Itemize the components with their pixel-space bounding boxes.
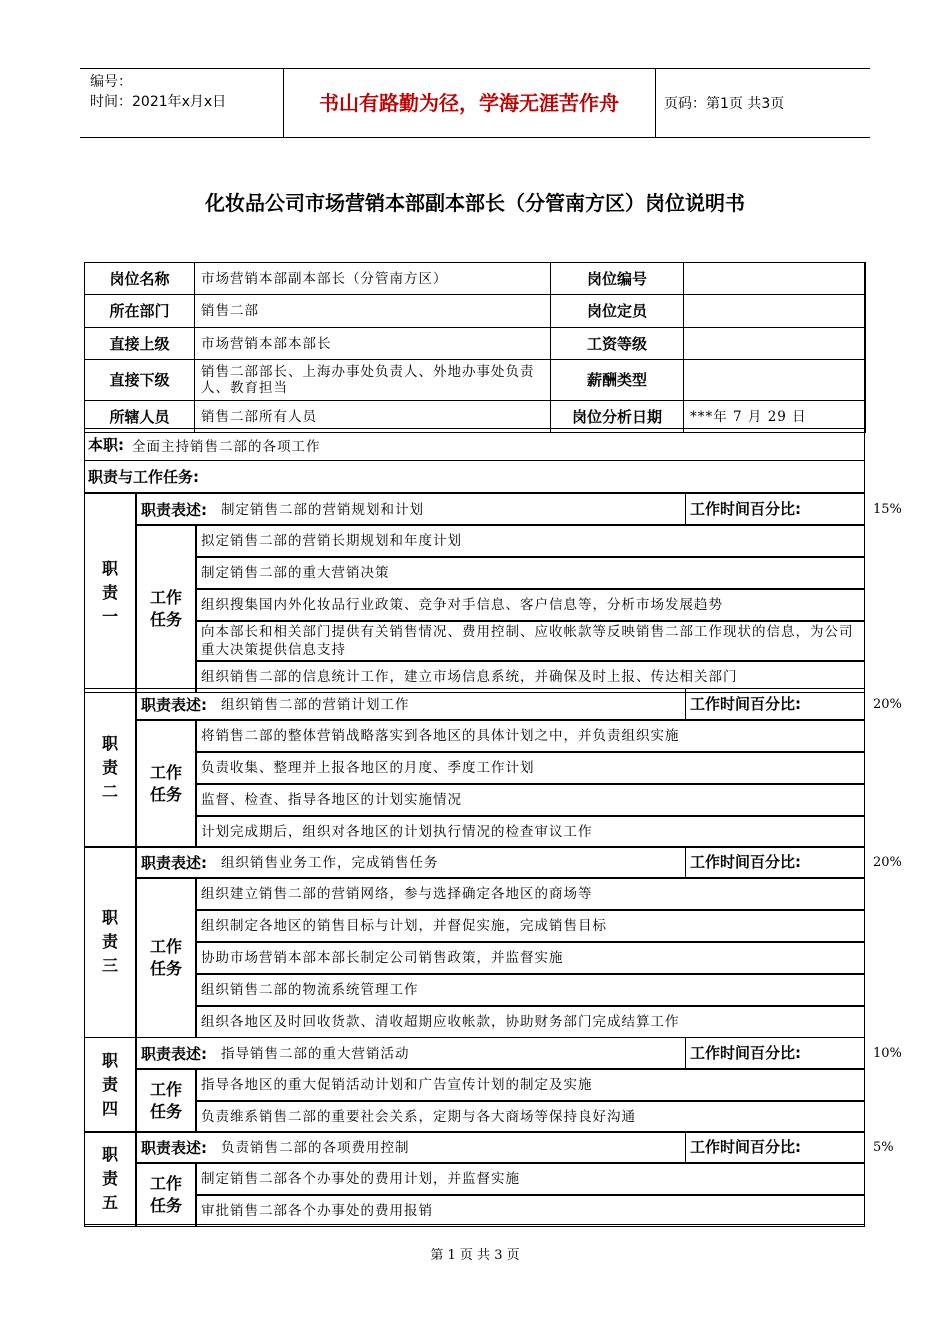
- task-item: 组织各地区及时回收货款、清收超期应收帐款，协助财务部门完成结算工作: [196, 1006, 865, 1038]
- page-footer: 第 1 页 共 3 页: [430, 1248, 520, 1263]
- time-percent-value: 20%: [873, 697, 902, 712]
- task-item: 拟定销售二部的营销长期规划和年度计划: [196, 525, 865, 557]
- duty-number-cell: [84, 846, 136, 1038]
- duty-summary-text: 全面主持销售二部的各项工作: [132, 438, 321, 455]
- duty-summary-label: 本职:: [88, 436, 124, 454]
- info-value: [684, 295, 866, 328]
- info-row: [85, 328, 866, 360]
- duty-summary-row: [84, 428, 865, 461]
- info-label: 所在部门: [85, 295, 195, 328]
- statement-label: 职责表述:: [141, 1045, 207, 1063]
- task-item: 指导各地区的重大促销活动计划和广告宣传计划的制定及实施: [196, 1069, 865, 1101]
- header-meta: [80, 69, 284, 137]
- info-row: [85, 295, 866, 328]
- duty-statement-row: [136, 846, 902, 878]
- work-tasks-label: 工作任务: [149, 763, 182, 804]
- task-item: 计划完成期后，组织对各地区的计划执行情况的检查审议工作: [196, 816, 865, 848]
- info-value: [684, 263, 866, 295]
- duty-statement: 负责销售二部的各项费用控制: [221, 1140, 410, 1156]
- header-page-indicator: 页码：第1页 共3页: [664, 96, 785, 112]
- task-item: 组织销售二部的物流系统管理工作: [196, 974, 865, 1006]
- task-item: 将销售二部的整体营销战略落实到各地区的具体计划之中，并负责组织实施: [196, 720, 865, 752]
- work-tasks-label-cell: [136, 1163, 196, 1227]
- info-label: 工资等级: [551, 328, 684, 360]
- time-percent-label: 工作时间百分比:: [685, 1038, 801, 1068]
- duty-statement-row: [136, 688, 902, 720]
- duty-number: 职责一: [101, 559, 118, 626]
- info-value: 市场营销本部本部长: [195, 328, 551, 360]
- task-item: 制定销售二部的重大营销决策: [196, 557, 865, 589]
- info-row: [85, 263, 866, 295]
- time-percent-label: 工作时间百分比:: [685, 1132, 801, 1162]
- duty-group: [84, 846, 902, 1038]
- task-item: 协助市场营销本部本部长制定公司销售政策，并监督实施: [196, 942, 865, 974]
- duty-group: [84, 688, 902, 848]
- duty-statement: 指导销售二部的重大营销活动: [221, 1046, 410, 1062]
- work-tasks-label: 工作任务: [149, 588, 182, 629]
- info-label: 岗位编号: [551, 263, 684, 295]
- duty-group: [84, 493, 902, 693]
- duty-number: 职责四: [101, 1051, 118, 1118]
- time-percent-label: 工作时间百分比:: [685, 847, 801, 877]
- doc-number-label: 编号：: [90, 74, 132, 90]
- time-percent-value: 10%: [873, 1046, 902, 1061]
- info-label: 直接上级: [85, 328, 195, 360]
- info-label: 岗位名称: [85, 263, 195, 295]
- task-item: 负责维系销售二部的重要社会关系，定期与各大商场等保持良好沟通: [196, 1101, 865, 1133]
- work-tasks-label-cell: [136, 878, 196, 1038]
- task-item: 审批销售二部各个办事处的费用报销: [196, 1195, 865, 1227]
- duty-statement-row: [136, 1037, 902, 1069]
- task-item: 负责收集、整理并上报各地区的月度、季度工作计划: [196, 752, 865, 784]
- info-value: ***年 7 月 29 日: [684, 401, 866, 433]
- duty-group: [84, 1131, 894, 1227]
- task-item: 组织搜集国内外化妆品行业政策、竞争对手信息、客户信息等，分析市场发展趋势: [196, 589, 865, 621]
- time-percent-value: 20%: [873, 855, 902, 870]
- time-percent-label: 工作时间百分比:: [685, 494, 801, 524]
- work-tasks-label: 工作任务: [149, 937, 182, 978]
- duty-number: 职责二: [101, 734, 118, 801]
- header-motto: 书山有路勤为径，学海无涯苦作舟: [319, 91, 619, 115]
- info-value: [684, 328, 866, 360]
- header-motto-cell: [283, 69, 656, 137]
- duty-statement-row: [136, 1131, 894, 1163]
- duties-section-label: 职责与工作任务:: [88, 468, 199, 486]
- info-label: 薪酬类型: [551, 360, 684, 401]
- time-percent-label: 工作时间百分比:: [685, 689, 801, 719]
- work-tasks-label-cell: [136, 1069, 196, 1133]
- info-value: 销售二部所有人员: [195, 401, 551, 433]
- work-tasks-label-cell: [136, 720, 196, 848]
- info-row: [85, 360, 866, 401]
- statement-label: 职责表述:: [141, 1139, 207, 1157]
- statement-label: 职责表述:: [141, 501, 207, 519]
- info-label: 岗位分析日期: [551, 401, 684, 433]
- duty-number: 职责五: [101, 1145, 118, 1212]
- info-value: 销售二部部长、上海办事处负责人、外地办事处负责人、教育担当: [195, 360, 551, 401]
- statement-label: 职责表述:: [141, 854, 207, 872]
- info-label: 所辖人员: [85, 401, 195, 433]
- duty-statement: 制定销售二部的营销规划和计划: [221, 502, 424, 518]
- task-item: 监督、检查、指导各地区的计划实施情况: [196, 784, 865, 816]
- document-title: 化妆品公司市场营销本部副本部长（分管南方区）岗位说明书: [205, 191, 745, 215]
- statement-label: 职责表述:: [141, 696, 207, 714]
- work-tasks-label: 工作任务: [149, 1080, 182, 1121]
- info-label: 直接下级: [85, 360, 195, 401]
- task-item: 组织制定各地区的销售目标与计划，并督促实施，完成销售目标: [196, 910, 865, 942]
- duty-statement-row: [136, 493, 902, 525]
- page-header: [80, 68, 870, 138]
- info-label: 岗位定员: [551, 295, 684, 328]
- task-item: 组织销售二部的信息统计工作，建立市场信息系统，并确保及时上报、传达相关部门: [196, 661, 865, 693]
- duty-number-cell: [84, 688, 136, 848]
- time-percent-value: 5%: [873, 1140, 894, 1155]
- info-value: 销售二部: [195, 295, 551, 328]
- duty-statement: 组织销售二部的营销计划工作: [221, 697, 410, 713]
- task-item: 制定销售二部各个办事处的费用计划，并监督实施: [196, 1163, 865, 1195]
- duty-group: [84, 1037, 902, 1133]
- duty-statement: 组织销售业务工作，完成销售任务: [221, 855, 439, 871]
- work-tasks-label-cell: [136, 525, 196, 693]
- duties-section-header: [84, 460, 865, 493]
- duty-number-cell: [84, 493, 136, 693]
- task-item: 向本部长和相关部门提供有关销售情况、费用控制、应收帐款等反映销售二部工作现状的信息，为公司重大决策提供信息支持: [196, 621, 865, 661]
- time-percent-value: 15%: [873, 502, 902, 517]
- info-value: [684, 360, 866, 401]
- job-info-table: [84, 262, 866, 433]
- task-item: 组织建立销售二部的营销网络，参与选择确定各地区的商场等: [196, 878, 865, 910]
- doc-time-label: 时间：2021年x月x日: [90, 94, 227, 110]
- work-tasks-label: 工作任务: [149, 1174, 182, 1215]
- duty-number-cell: [84, 1131, 136, 1227]
- duty-number-cell: [84, 1037, 136, 1133]
- duty-number: 职责三: [101, 908, 118, 975]
- info-value: 市场营销本部副本部长（分管南方区）: [195, 263, 551, 295]
